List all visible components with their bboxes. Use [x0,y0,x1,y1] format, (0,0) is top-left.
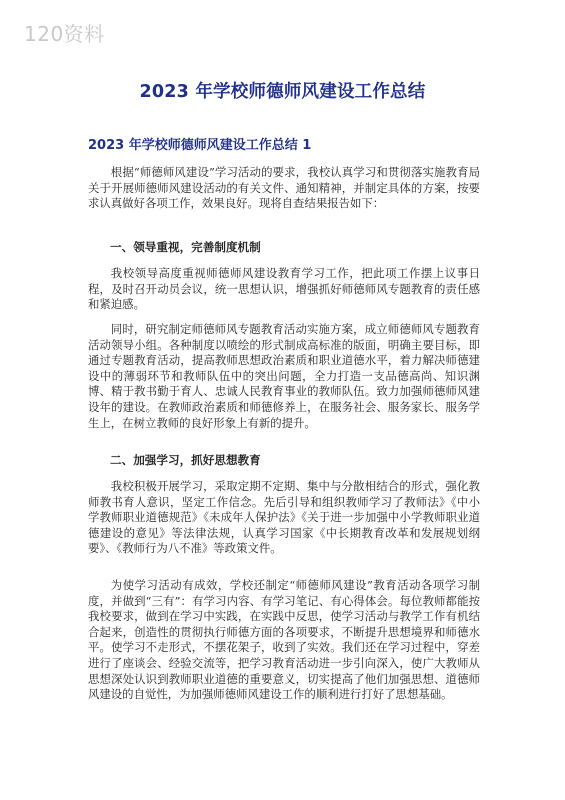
section-title: 2023 年学校师德师风建设工作总结 1 [88,138,312,153]
document-title: 2023 年学校师德师风建设工作总结 [139,82,426,102]
intro-paragraph: 根据“师德师风建设”学习活动的要求，我校认真学习和贯彻落实施教育局关于开展师德师风建设活动的有关文件、通知精神，并制定具体的方案，按要求认真做好各项工作，效果良好。现将自查结果报告如下： [88,165,480,211]
heading-study: 二、加强学习，抓好思想教育 [110,453,261,467]
watermark-text: 120资料 [24,22,105,46]
paragraph-leadership: 我校领导高度重视师德师风建设教育学习工作，把此项工作摆上议事日程，及时召开动员会议，统一思想认识，增强抓好师德师风专题教育的责任感和紧迫感。 [88,266,480,312]
paragraph-study-effect: 为使学习活动有成效，学校还制定“师德师风建设”教育活动各项学习制度，并做到“三有”：有学习内容、有学习笔记、有心得体会。每位教师都能按我校要求，做到在学习中实践，在实践中反思，使学习活动与教学工作有机结合起来，创造性的贯彻执行师德方面的各项要求，不断提升思想境界和师德水平。使学习不走形式，不摆花架子，收到了实效。我们还在学习过程中，穿差进行了座谈会、经验交流等，把学习教育活动进一步引向深入，使广大教师从思想深处认识到教师职业道德的重要意义，切实提高了他们加强思想、道德师风建设的自觉性，为加强师德师风建设工作的顺利进行打好了思想基础。 [88,578,480,702]
paragraph-system: 同时，研究制定师德师风专题教育活动实施方案，成立师德师风专题教育活动领导小组。各种制度以喷绘的形式制成高标准的版面，明确主要目标，即通过专题教育活动，提高教师思想政治素质和职业道德水平，着力解决师德建设中的薄弱环节和教师队伍中的突出问题，全力打造一支品德高尚、知识渊博、精于教书勤于育人、忠诚人民教育事业的教师队伍。致力加强师德师风建设年的建设。在教师政治素质和师德修养上，在服务社会、服务家长、服务学生上，在树立教师的良好形象上有新的提升。 [88,322,480,430]
paragraph-study: 我校积极开展学习，采取定期不定期、集中与分散相结合的形式，强化教师教书育人意识，坚定工作信念。先后引导和组织教师学习了教师法》《中小学教师职业道德规范》《未成年人保护法》《关于进一步加强中小学教师职业道德建设的意见》等法律法规，认真学习国家《中长期教育改革和发展规划纲要》、《教师行为八不准》等政策文件。 [88,479,480,556]
heading-leadership: 一、领导重视，完善制度机制 [110,240,261,254]
